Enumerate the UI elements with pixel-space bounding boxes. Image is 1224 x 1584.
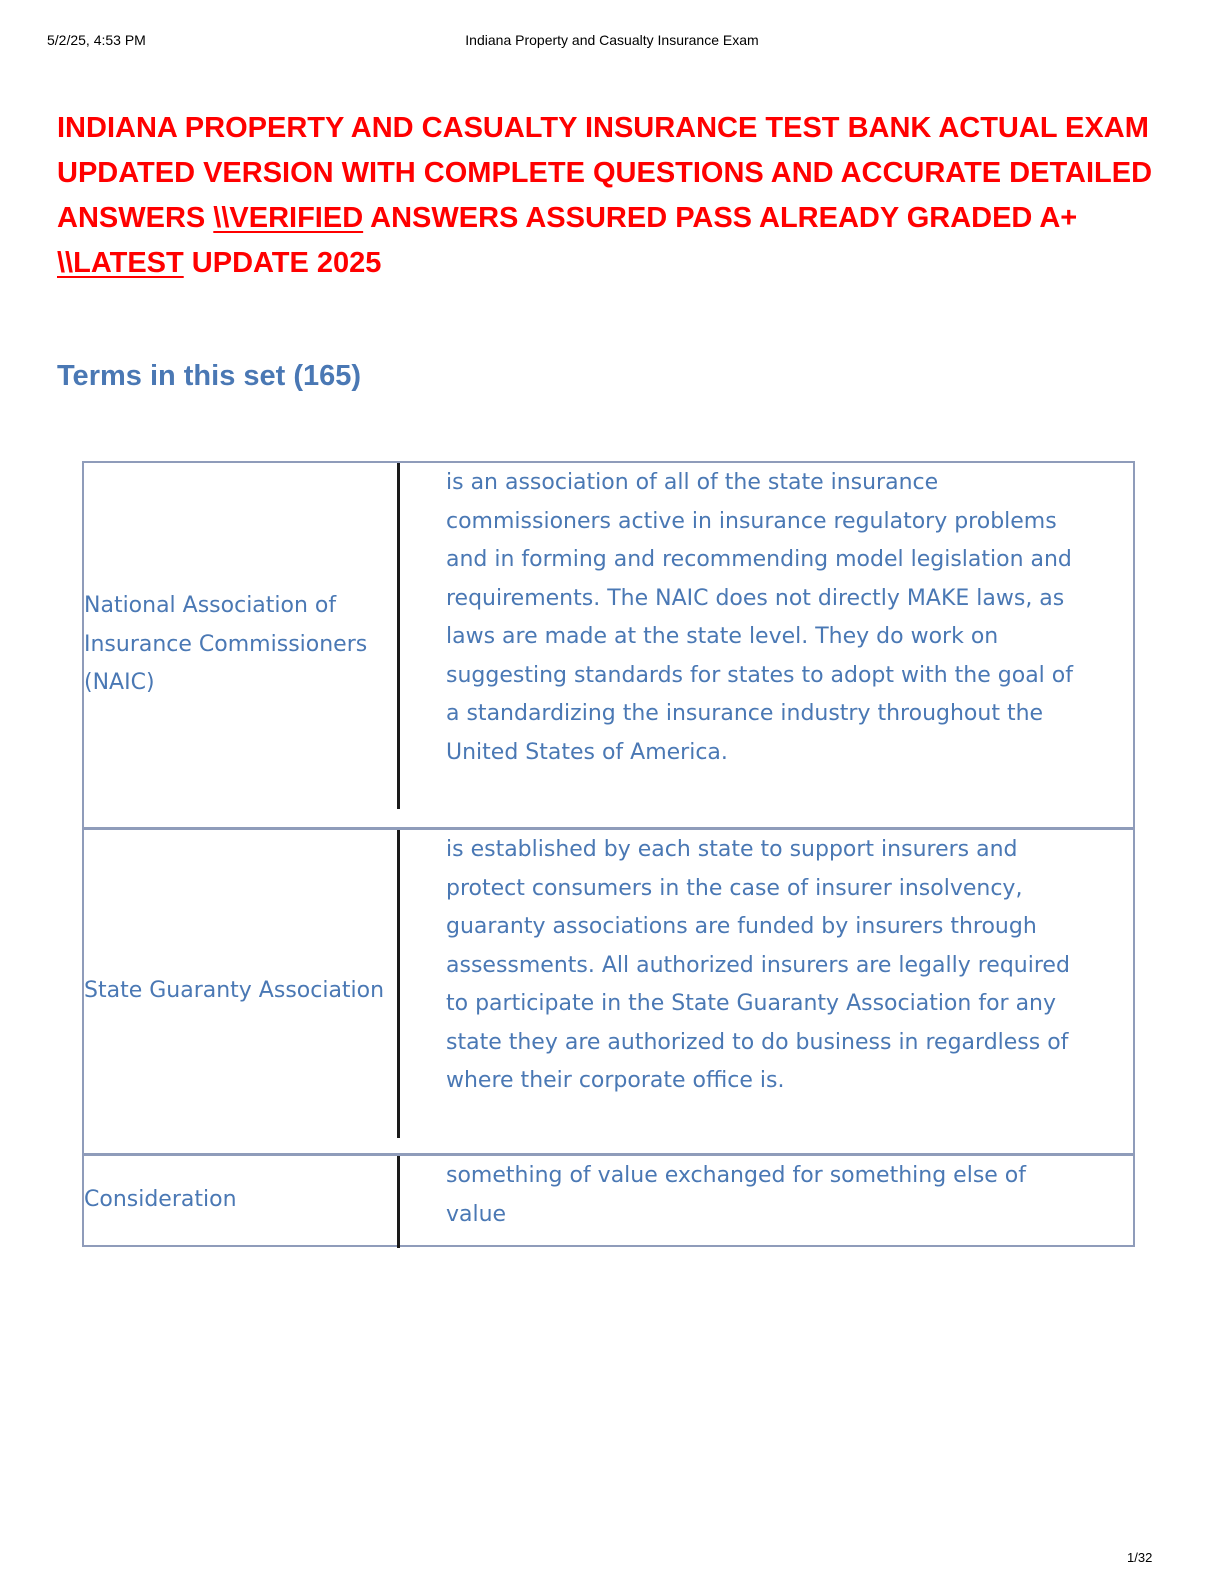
headline-text-3: UPDATE 2025 bbox=[183, 247, 382, 279]
term-row bbox=[84, 1153, 1133, 1245]
print-document-title: Indiana Property and Casualty Insurance Exam bbox=[465, 32, 759, 48]
headline-text-2: ANSWERS ASSURED PASS ALREADY GRADED A+ bbox=[363, 202, 1078, 234]
term-row bbox=[84, 827, 1133, 1153]
column-divider bbox=[397, 1156, 400, 1248]
page-number: 1/32 bbox=[1127, 1550, 1153, 1565]
column-divider bbox=[397, 463, 400, 809]
term-cell: State Guaranty Association bbox=[84, 978, 385, 1004]
document-headline bbox=[57, 106, 1167, 286]
headline-text-1: INDIANA PROPERTY AND CASUALTY INSURANCE TEST BANK ACTUAL EXAM UPDATED VERSION WITH COMPLETE QUESTIONS AND ACCURATE DETAILED ANSWERS bbox=[57, 112, 1153, 234]
definition-cell: something of value exchanged for something else of value bbox=[446, 1163, 1027, 1227]
set-title: Terms in this set (165) bbox=[57, 360, 362, 392]
term-row bbox=[84, 463, 1133, 827]
definition-cell: is an association of all of the state insurance commissioners active in insurance regulatory problems and in forming and recommending model legislation and requirements. The NAIC does not directly MAKE laws, as laws are made at the state level. They do work on suggesting standards for states to adopt with the goal of a standardizing the insurance industry throughout the United States of America. bbox=[446, 470, 1073, 765]
verified-link[interactable]: \\VERIFIED bbox=[213, 202, 364, 234]
term-cell: National Association of Insurance Commissioners (NAIC) bbox=[84, 593, 368, 696]
latest-link[interactable]: \\LATEST bbox=[57, 247, 184, 279]
column-divider bbox=[397, 830, 400, 1138]
terms-table bbox=[82, 461, 1135, 1247]
definition-cell: is established by each state to support insurers and protect consumers in the case of insurer insolvency, guaranty associations are funded by insurers through assessments. All authorized insurers are legally required to participate in the State Guaranty Association for any state they are authorized to do business in regardless of where their corporate office is. bbox=[446, 837, 1070, 1093]
print-timestamp: 5/2/25, 4:53 PM bbox=[47, 32, 146, 48]
print-header bbox=[0, 30, 1224, 50]
term-cell: Consideration bbox=[84, 1187, 237, 1213]
